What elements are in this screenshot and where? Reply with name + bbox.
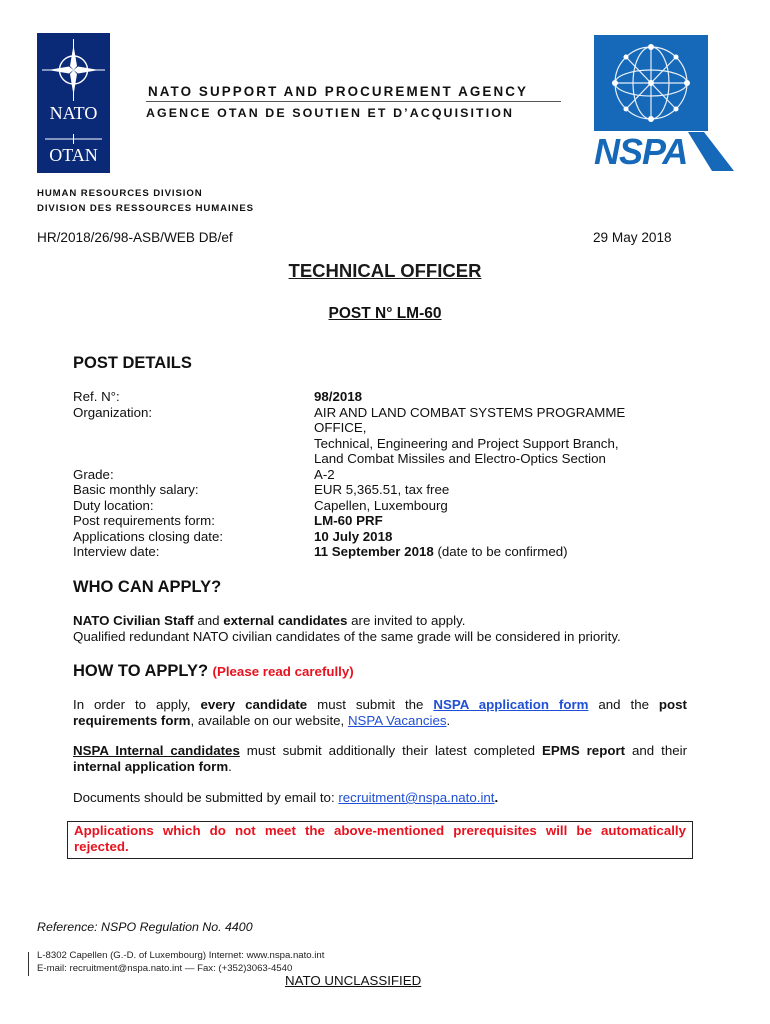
regulation-reference: Reference: NSPO Regulation No. 4400 [37, 920, 253, 934]
apply-text-5: . [446, 712, 451, 728]
value-organization-4: Land Combat Missiles and Electro-Optics Section [314, 451, 606, 466]
internal-text-1: must submit additionally their latest completed [239, 743, 542, 758]
who-can-apply-heading: WHO CAN APPLY? [73, 578, 222, 596]
how-to-apply-paragraph-3 [73, 790, 687, 806]
apply-text-2: must submit the [307, 697, 434, 712]
label-prf: Post requirements form: [73, 513, 215, 528]
internal-text-3: . [228, 758, 232, 774]
label-grade: Grade: [73, 466, 114, 482]
how-to-apply-heading-row [73, 662, 354, 681]
civilian-staff-text: NATO Civilian Staff [73, 613, 194, 628]
who-can-apply-text [73, 613, 687, 644]
address-block [37, 950, 324, 975]
division-english: HUMAN RESOURCES DIVISION [37, 188, 203, 199]
email-text-1: Documents should be submitted by email to: [73, 790, 339, 805]
address-line-2: E-mail: recruitment@nspa.nato.int — Fax: (+352)3063-4540 [37, 962, 293, 974]
address-bar [28, 952, 29, 976]
nspa-vacancies-link[interactable]: NSPA Vacancies [347, 712, 447, 728]
post-details-labels [73, 389, 223, 560]
post-details-heading: POST DETAILS [73, 354, 192, 372]
apply-text-1: In order to apply, [73, 697, 201, 712]
address-line-1: L-8302 Capellen (G.-D. of Luxembourg) Internet: www.nspa.nato.int [37, 950, 325, 961]
document-date: 29 May 2018 [593, 230, 672, 245]
every-candidate-text: every candidate [200, 697, 308, 712]
otan-logo-text: OTAN [49, 145, 98, 165]
email-text-2: . [494, 790, 499, 805]
warning-text: Applications which do not meet the above-mentioned prerequisites will be automatically rejected. [74, 823, 686, 854]
value-salary: EUR 5,365.51, tax free [314, 482, 450, 497]
who-text-1: and [193, 613, 224, 628]
label-interview-date: Interview date: [73, 544, 160, 559]
nspa-logo-text: NSPA [594, 131, 688, 172]
agency-divider [146, 101, 561, 102]
agency-name-english: NATO SUPPORT AND PROCUREMENT AGENCY [148, 84, 529, 99]
internal-application-form-text: internal application form [73, 758, 229, 774]
document-reference: HR/2018/26/98-ASB/WEB DB/ef [37, 230, 233, 245]
classification-marking: NATO UNCLASSIFIED [285, 973, 422, 988]
epms-report-text: EPMS report [542, 743, 626, 758]
value-duty-location: Capellen, Luxembourg [314, 497, 448, 513]
priority-text: Qualified redundant NATO civilian candidates of the same grade will be considered in priority. [73, 628, 621, 644]
how-to-apply-heading: HOW TO APPLY? [73, 662, 209, 680]
value-organization-1: AIR AND LAND COMBAT SYSTEMS PROGRAMME [314, 404, 626, 420]
nato-logo-text: NATO [49, 103, 98, 123]
value-grade: A-2 [314, 466, 335, 482]
apply-text-4: , available on our website, [190, 712, 348, 728]
external-candidates-text: external candidates [223, 613, 348, 628]
post-requirements-form-text: post requirements form [73, 697, 687, 728]
how-to-apply-paragraph-1 [73, 697, 687, 728]
nspa-logo [592, 33, 738, 175]
internal-candidates-text: NSPA Internal candidates [73, 743, 240, 758]
value-closing-date: 10 July 2018 [314, 528, 393, 544]
value-interview-date: 11 September 2018 [314, 544, 434, 559]
label-organization: Organization: [73, 404, 153, 420]
agency-name-french: AGENCE OTAN DE SOUTIEN ET D’ACQUISITION [146, 106, 515, 120]
nspa-application-form-link[interactable]: NSPA application form [433, 697, 589, 712]
recruitment-email-link[interactable]: recruitment@nspa.nato.int [338, 790, 495, 805]
value-ref: 98/2018 [314, 389, 363, 404]
apply-text-3: and the [588, 697, 659, 712]
interview-date-note: (date to be confirmed) [437, 544, 568, 559]
page-title: TECHNICAL OFFICER [288, 260, 482, 281]
nato-logo [37, 33, 110, 173]
value-prf: LM-60 PRF [314, 513, 383, 528]
how-to-apply-paragraph-2 [73, 743, 687, 774]
value-organization-2: OFFICE, [314, 420, 367, 435]
value-organization-3: Technical, Engineering and Project Support Branch, [314, 435, 619, 451]
post-details-values [314, 389, 625, 560]
post-number: POST N° LM-60 [328, 305, 442, 322]
label-ref: Ref. N°: [73, 389, 120, 404]
division-block [37, 187, 254, 216]
label-duty-location: Duty location: [73, 497, 154, 513]
read-carefully-note: (Please read carefully) [212, 664, 354, 679]
internal-text-2: and their [625, 743, 687, 758]
who-text-2: are invited to apply. [347, 613, 466, 628]
label-salary: Basic monthly salary: [73, 482, 199, 497]
label-closing-date: Applications closing date: [73, 528, 224, 544]
division-french: DIVISION DES RESSOURCES HUMAINES [37, 202, 254, 214]
